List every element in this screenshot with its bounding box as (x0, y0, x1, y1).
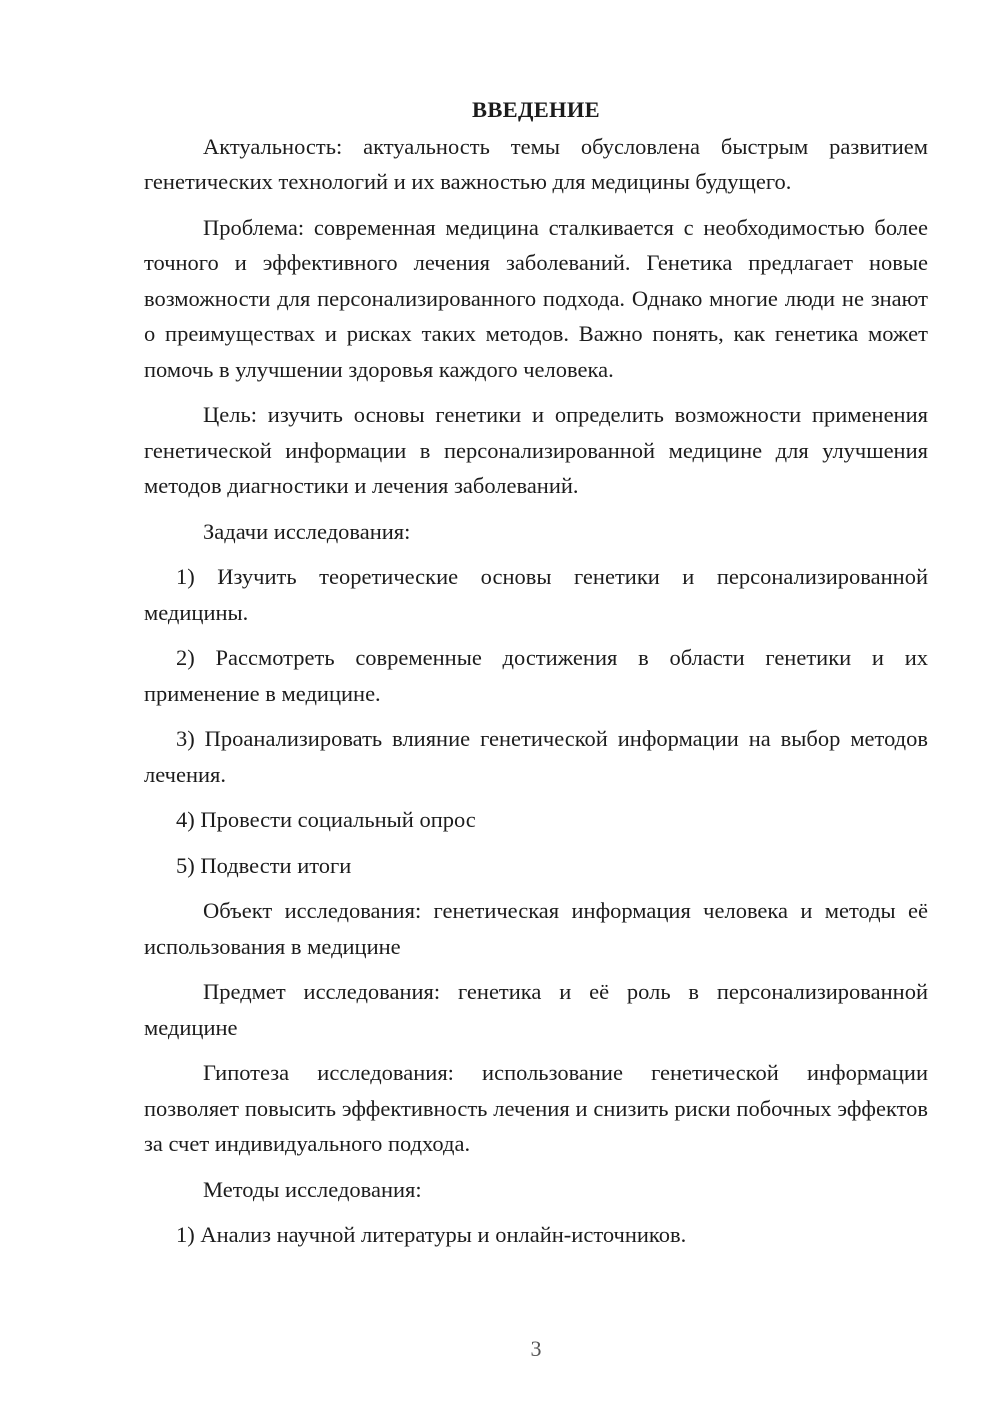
task-item: 3) Проанализировать влияние генетической информации на выбор методов лечения. (144, 726, 928, 787)
paragraph-methods-heading: Методы исследования: (203, 1176, 422, 1202)
paragraph-goal: Цель: изучить основы генетики и определить возможности применения генетической информации в персонализированной медицине для улучшения методов диагностики и лечения заболеваний. (144, 402, 928, 498)
paragraph-subject: Предмет исследования: генетика и её роль в персонализированной медицине (144, 979, 928, 1040)
task-item: 4) Провести социальный опрос (176, 807, 476, 832)
method-item: 1) Анализ научной литературы и онлайн-источников. (176, 1222, 687, 1247)
paragraph-tasks-heading: Задачи исследования: (203, 518, 411, 544)
page-number: 3 (530, 1336, 542, 1361)
page-content (144, 92, 928, 1263)
paragraph-hypothesis: Гипотеза исследования: использование генетической информации позволяет повысить эффективность лечения и снизить риски побочных эффектов за счет индивидуального подхода. (144, 1060, 928, 1156)
task-item: 5) Подвести итоги (176, 852, 352, 878)
section-title: ВВЕДЕНИЕ (472, 97, 600, 122)
paragraph-problem: Проблема: современная медицина сталкивается с необходимостью более точного и эффективного лечения заболеваний. Генетика предлагает новые возможности для персонализированного подхода. Однако многие люди не знают о преимуществах и рисках таких методов. Важно понять, как генетика может помочь в улучшении здоровья каждого человека. (144, 214, 928, 382)
paragraph-relevance: Актуальность: актуальность темы обусловлена быстрым развитием генетических технологий и их важностью для медицины будущего. (144, 133, 928, 194)
task-item: 2) Рассмотреть современные достижения в области генетики и их применение в медицине. (144, 645, 928, 706)
task-item: 1) Изучить теоретические основы генетики и персонализированной медицины. (144, 564, 928, 625)
paragraph-object: Объект исследования: генетическая информация человека и методы её использования в медицине (144, 898, 928, 959)
